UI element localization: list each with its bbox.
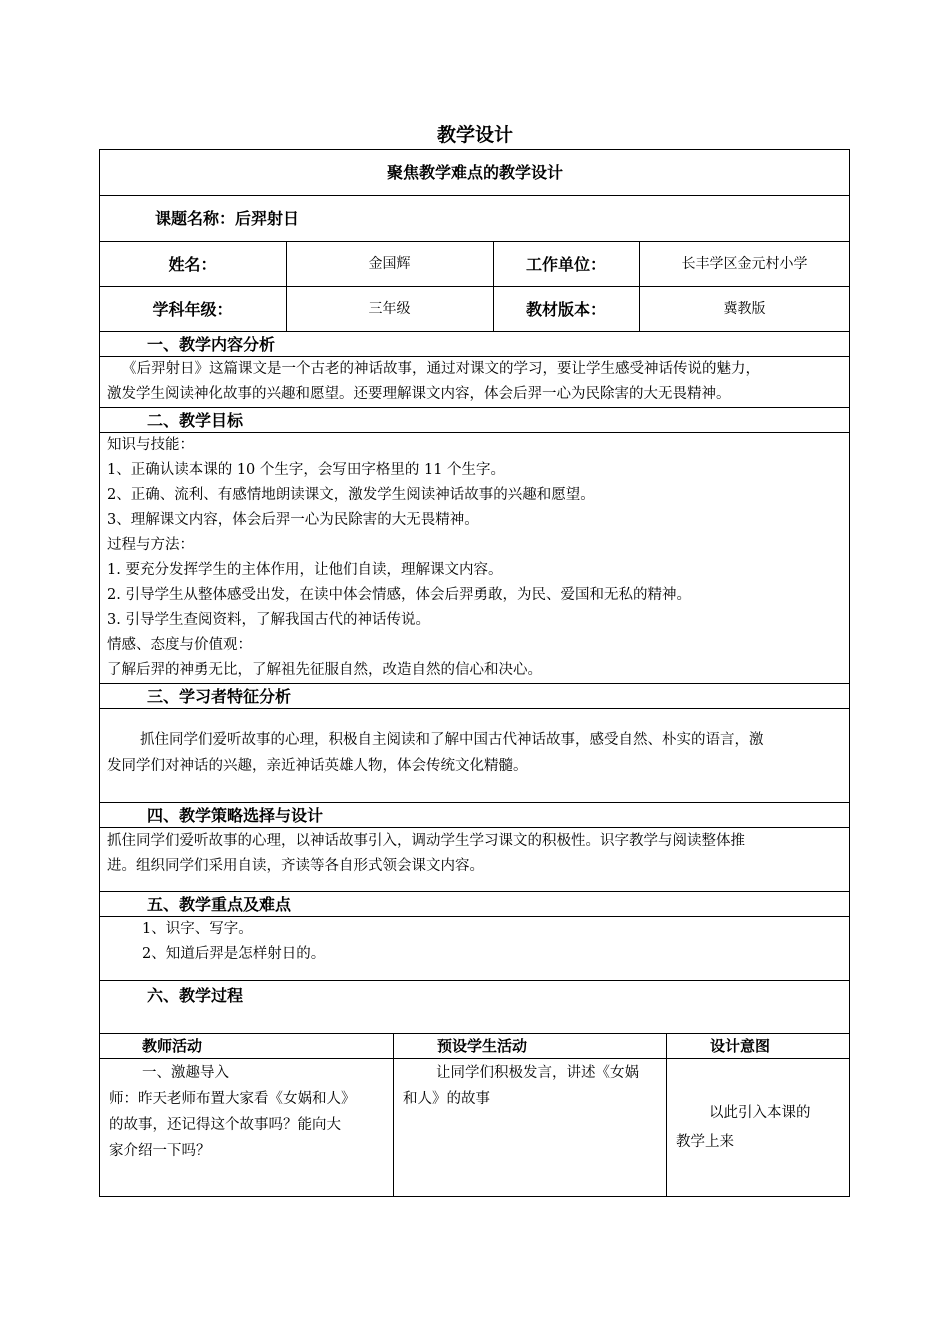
- name-value: 金国辉: [368, 256, 411, 272]
- design-intent-line: 教学上来: [676, 1134, 734, 1150]
- teacher-activity-line: 家介绍一下吗？: [109, 1143, 211, 1159]
- row-divider: [99, 286, 850, 287]
- col-header-teacher: 教师活动: [142, 1037, 203, 1055]
- objective-line: 了解后羿的神勇无比，了解祖先征服自然，改造自然的信心和决心。: [107, 662, 542, 678]
- edition-value: 冀教版: [723, 301, 766, 317]
- objective-line: 2. 引导学生从整体感受出发，在读中体会情感，体会后羿勇敢，为民、爱国和无私的精神。: [107, 587, 691, 603]
- grade-value: 三年级: [368, 301, 411, 317]
- key-point-item: 1、识字、写字。: [142, 921, 253, 937]
- section-heading: 四、教学策略选择与设计: [147, 806, 324, 825]
- objective-line: 3. 引导学生查阅资料，了解我国古代的神话传说。: [107, 612, 430, 628]
- content-analysis-line: 《后羿射日》这篇课文是一个古老的神话故事，通过对课文的学习，要让学生感受神话传说的魅力，: [122, 361, 760, 377]
- objective-line: 1、正确认读本课的 10 个生字，会写田字格里的 11 个生字。: [107, 462, 506, 478]
- teacher-activity-line: 师：昨天老师布置大家看《女娲和人》: [109, 1091, 356, 1107]
- row-divider: [99, 195, 850, 196]
- grade-label: 学科年级：: [152, 300, 233, 319]
- name-label: 姓名：: [168, 255, 217, 274]
- teacher-activity-line: 一、激趣导入: [142, 1065, 229, 1081]
- unit-value: 长丰学区金元村小学: [681, 256, 808, 272]
- row-divider: [99, 980, 850, 981]
- strategy-line: 进。组织同学们采用自读，齐读等各自形式领会课文内容。: [107, 858, 484, 874]
- objective-line: 3、理解课文内容，体会后羿一心为民除害的大无畏精神。: [107, 512, 479, 528]
- strategy-line: 抓住同学们爱听故事的心理，以神话故事引入，调动学生学习课文的积极性。识字教学与阅读整体推: [107, 833, 745, 849]
- learner-analysis-line: 抓住同学们爱听故事的心理，积极自主阅读和了解中国古代神话故事，感受自然、朴实的语言，激: [140, 732, 764, 748]
- unit-label: 工作单位：: [525, 255, 606, 274]
- student-activity-line: 和人》的故事: [403, 1091, 490, 1107]
- student-activity: [403, 1060, 663, 1112]
- edition-label: 教材版本：: [525, 300, 606, 319]
- section-heading: 一、教学内容分析: [147, 335, 276, 354]
- student-activity-line: 让同学们积极发言，讲述《女娲: [436, 1065, 639, 1081]
- col-header-intent: 设计意图: [710, 1037, 771, 1055]
- objective-line: 2、正确、流利、有感情地朗读课文，激发学生阅读神话故事的兴趣和愿望。: [107, 487, 595, 503]
- objective-line: 情感、态度与价值观：: [107, 637, 252, 653]
- section-heading: 六、教学过程: [147, 986, 244, 1005]
- page-title: 教学设计: [436, 124, 513, 146]
- teacher-activity: [109, 1060, 389, 1164]
- row-divider: [99, 241, 850, 242]
- objective-line: 1. 要充分发挥学生的主体作用，让他们自读，理解课文内容。: [107, 562, 503, 578]
- section-heading: 五、教学重点及难点: [147, 895, 292, 914]
- key-point-item: 2、知道后羿是怎样射日的。: [142, 946, 326, 962]
- col-header-student: 预设学生活动: [437, 1037, 528, 1055]
- subtitle: 聚焦教学难点的教学设计: [386, 163, 563, 182]
- content-analysis-line: 激发学生阅读神化故事的兴趣和愿望。还要理解课文内容，体会后羿一心为民除害的大无畏精神。: [107, 386, 731, 402]
- course-title: 课题名称：后羿射日: [155, 209, 300, 228]
- col-divider: [666, 1033, 667, 1197]
- section-heading: 三、学习者特征分析: [147, 687, 292, 706]
- design-intent-line: 以此引入本课的: [709, 1105, 811, 1121]
- objective-line: 过程与方法：: [107, 537, 194, 553]
- design-intent: [676, 1099, 846, 1157]
- teacher-activity-line: 的故事，还记得这个故事吗？能向大: [109, 1117, 341, 1133]
- objective-line: 知识与技能：: [107, 437, 194, 453]
- col-divider: [393, 1033, 394, 1197]
- learner-analysis-line: 发同学们对神话的兴趣，亲近神话英雄人物，体会传统文化精髓。: [107, 758, 528, 774]
- section-heading: 二、教学目标: [147, 411, 244, 430]
